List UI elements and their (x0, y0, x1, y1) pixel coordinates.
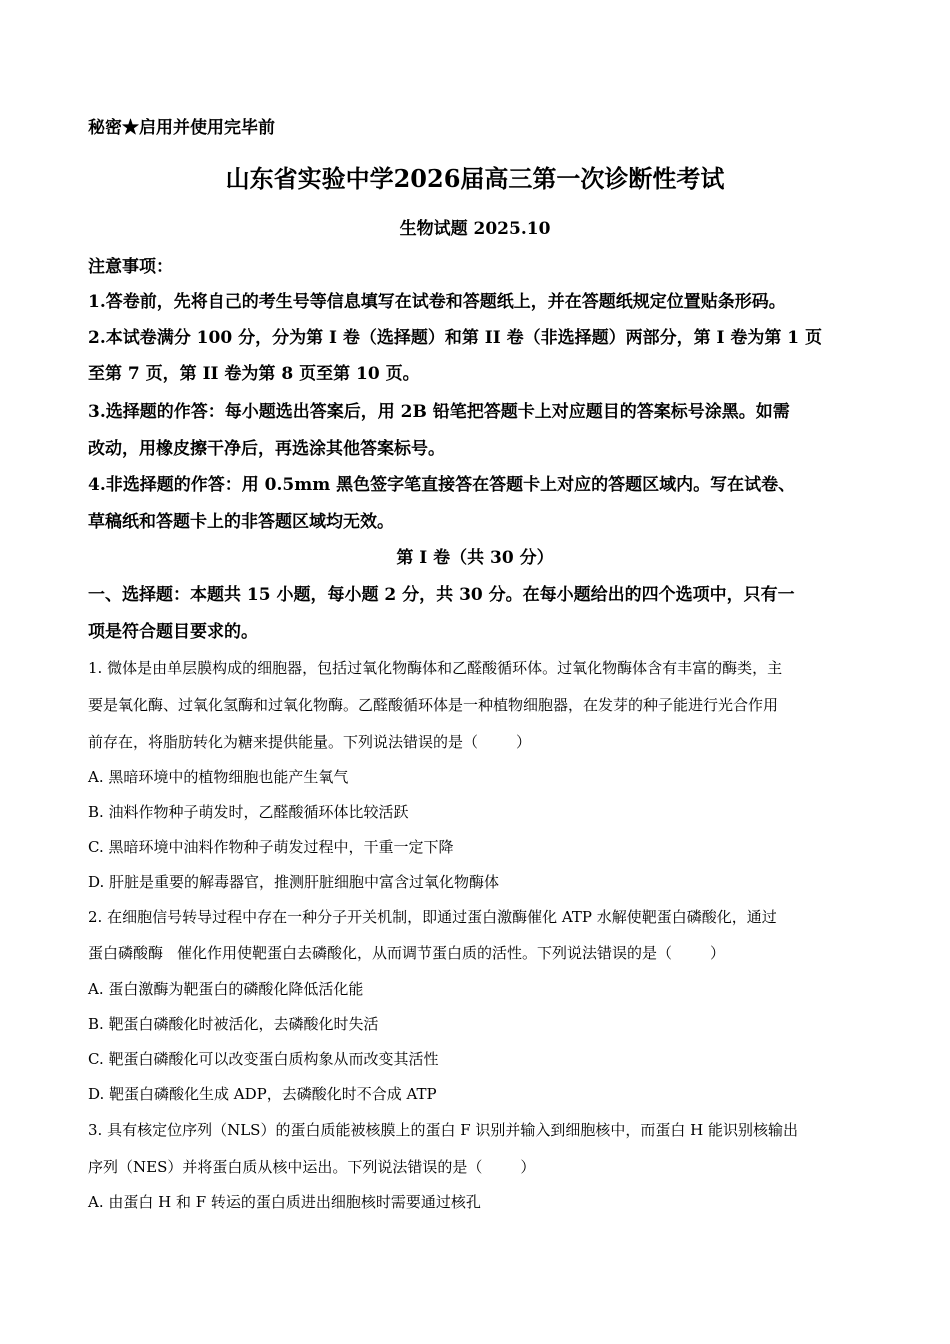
question-2-option-a: A. 蛋白激酶为靶蛋白的磷酸化降低活化能 (88, 980, 364, 998)
answer-blank-close: ） (520, 1158, 536, 1176)
question-2-line-1: 2. 在细胞信号转导过程中存在一种分子开关机制，即通过蛋白激酶催化 ATP 水解使靶蛋白磷酸化，通过 (88, 908, 777, 926)
question-2-option-b: B. 靶蛋白磷酸化时被活化，去磷酸化时失活 (88, 1015, 379, 1033)
notice-item-4-line-2: 草稿纸和答题卡上的非答题区域均无效。 (88, 512, 394, 532)
notice-item-3-line-1: 3.选择题的作答：每小题选出答案后，用 2B 铅笔把答题卡上对应题目的答案标号涂黑。如需 (88, 402, 790, 422)
question-2-line-2-start: 蛋白磷酸酶 (88, 944, 164, 962)
question-3-option-a: A. 由蛋白 H 和 F 转运的蛋白质进出细胞核时需要通过核孔 (88, 1193, 481, 1211)
question-1-option-d: D. 肝脏是重要的解毒器官，推测肝脏细胞中富含过氧化物酶体 (88, 873, 500, 891)
question-1-line-3 (88, 735, 531, 750)
part-1-heading: 第 I 卷（共 30 分） (396, 548, 554, 568)
question-3-stem-end: 序列（NES）并将蛋白质从核中运出。下列说法错误的是（ (88, 1158, 483, 1176)
section-instructions-line-1: 一、选择题：本题共 15 小题，每小题 2 分，共 30 分。在每小题给出的四个选项中，只有一 (88, 585, 795, 605)
question-1-line-1: 1. 微体是由单层膜构成的细胞器，包括过氧化物酶体和乙醛酸循环体。过氧化物酶体含有丰富的酶类，主 (88, 659, 783, 677)
question-1-option-c: C. 黑暗环境中油料作物种子萌发过程中，干重一定下降 (88, 838, 454, 856)
question-2-option-c: C. 靶蛋白磷酸化可以改变蛋白质构象从而改变其活性 (88, 1050, 439, 1068)
notice-item-2-line-1: 2.本试卷满分 100 分，分为第 I 卷（选择题）和第 II 卷（非选择题）两部分，第 I 卷为第 1 页 (88, 328, 823, 348)
notice-item-3-line-2: 改动，用橡皮擦干净后，再选涂其他答案标号。 (88, 439, 445, 459)
question-2-line-2-rest: 催化作用使靶蛋白去磷酸化，从而调节蛋白质的活性。下列说法错误的是（ (177, 944, 673, 962)
question-1-option-b: B. 油料作物种子萌发时，乙醛酸循环体比较活跃 (88, 803, 409, 821)
exam-subtitle: 生物试题 2025.10 (399, 219, 551, 239)
question-1-option-a: A. 黑暗环境中的植物细胞也能产生氧气 (88, 768, 349, 786)
section-instructions-line-2: 项是符合题目要求的。 (88, 622, 258, 642)
exam-title: 山东省实验中学2026届高三第一次诊断性考试 (225, 164, 725, 193)
notice-item-4-line-1: 4.非选择题的作答：用 0.5mm 黑色签字笔直接答在答题卡上对应的答题区域内。写在试卷、 (88, 475, 796, 495)
secret-mark: 秘密★启用并使用完毕前 (88, 118, 275, 138)
question-2-line-2 (88, 946, 725, 961)
notice-item-2-line-2: 至第 7 页，第 II 卷为第 8 页至第 10 页。 (88, 364, 420, 384)
question-2-option-d: D. 靶蛋白磷酸化生成 ADP，去磷酸化时不合成 ATP (88, 1085, 437, 1103)
notice-heading: 注意事项： (88, 257, 173, 277)
answer-blank-close: ） (710, 944, 726, 962)
question-1-line-2: 要是氧化酶、过氧化氢酶和过氧化物酶。乙醛酸循环体是一种植物细胞器，在发芽的种子能进行光合作用 (88, 696, 779, 714)
question-1-stem-end: 前存在，将脂肪转化为糖来提供能量。下列说法错误的是（ (88, 733, 479, 751)
question-3-line-1: 3. 具有核定位序列（NLS）的蛋白质能被核膜上的蛋白 F 识别并输入到细胞核中，而蛋白 H 能识别核输出 (88, 1121, 799, 1139)
question-3-line-2 (88, 1160, 535, 1175)
answer-blank-close: ） (516, 733, 532, 751)
notice-item-1: 1.答卷前，先将自己的考生号等信息填写在试卷和答题纸上，并在答题纸规定位置贴条形码。 (88, 292, 786, 312)
